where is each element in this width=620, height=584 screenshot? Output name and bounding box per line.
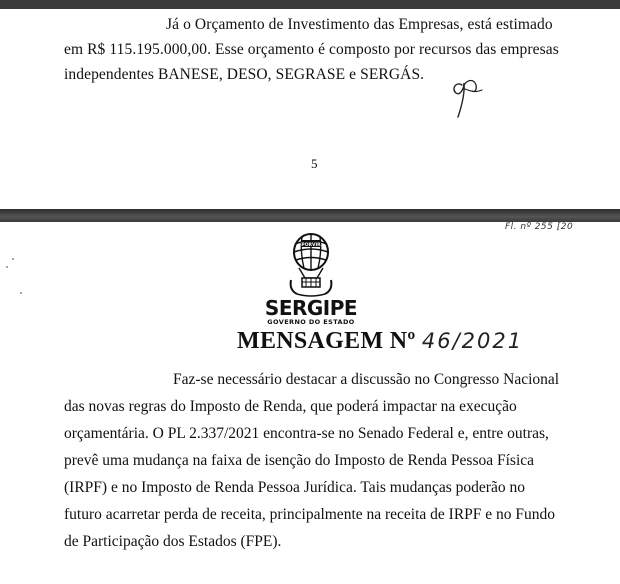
folio-stamp: Fl. nº 255 [20	[505, 222, 574, 232]
text-line-3: independentes BANESE, DESO, SEGRASE e SERGÁS.	[64, 66, 425, 83]
text-line-1: Já o Orçamento de Investimento das Empresas, está estimado	[166, 16, 553, 33]
document-page-5	[0, 9, 620, 209]
svg-text:PORVIR: PORVIR	[301, 243, 321, 248]
document-page-message	[0, 222, 620, 584]
sergipe-logo	[256, 298, 366, 326]
page-divider	[0, 209, 620, 222]
paragraph-line-1: Faz-se necessário destacar a discussão no Congresso Nacional	[173, 371, 560, 388]
top-scan-edge	[0, 0, 620, 9]
brand-subtitle: GOVERNO DO ESTADO	[267, 318, 355, 326]
page-number: 5	[311, 156, 318, 171]
paragraph-line-6: futuro acarretar perda de receita, principalmente na receita de IRPF e no Fundo	[64, 506, 556, 523]
text-line-2: em R$ 115.195.000,00. Esse orçamento é composto por recursos das empresas	[64, 41, 559, 58]
message-title	[237, 328, 523, 355]
brand-name: SERGIPE	[264, 296, 358, 320]
paragraph-line-2: das novas regras do Imposto de Renda, que poderá impactar na execução	[64, 398, 517, 415]
message-number-handwritten: 46/2021	[421, 329, 524, 353]
paragraph-line-4: prevê uma mudança na faixa de isenção do Imposto de Renda Pessoa Física	[64, 452, 535, 469]
paragraph-line-5: (IRPF) e no Imposto de Renda Pessoa Jurídica. Tais mudanças poderão no	[64, 479, 525, 496]
paragraph-line-3: orçamentária. O PL 2.337/2021 encontra-se no Senado Federal e, entre outras,	[64, 425, 549, 442]
sergipe-coat-of-arms-icon	[287, 232, 335, 298]
paragraph-line-7: de Participação dos Estados (FPE).	[64, 533, 282, 550]
message-title-label: MENSAGEM Nº	[237, 328, 416, 354]
handwritten-initials-signature	[448, 71, 488, 123]
